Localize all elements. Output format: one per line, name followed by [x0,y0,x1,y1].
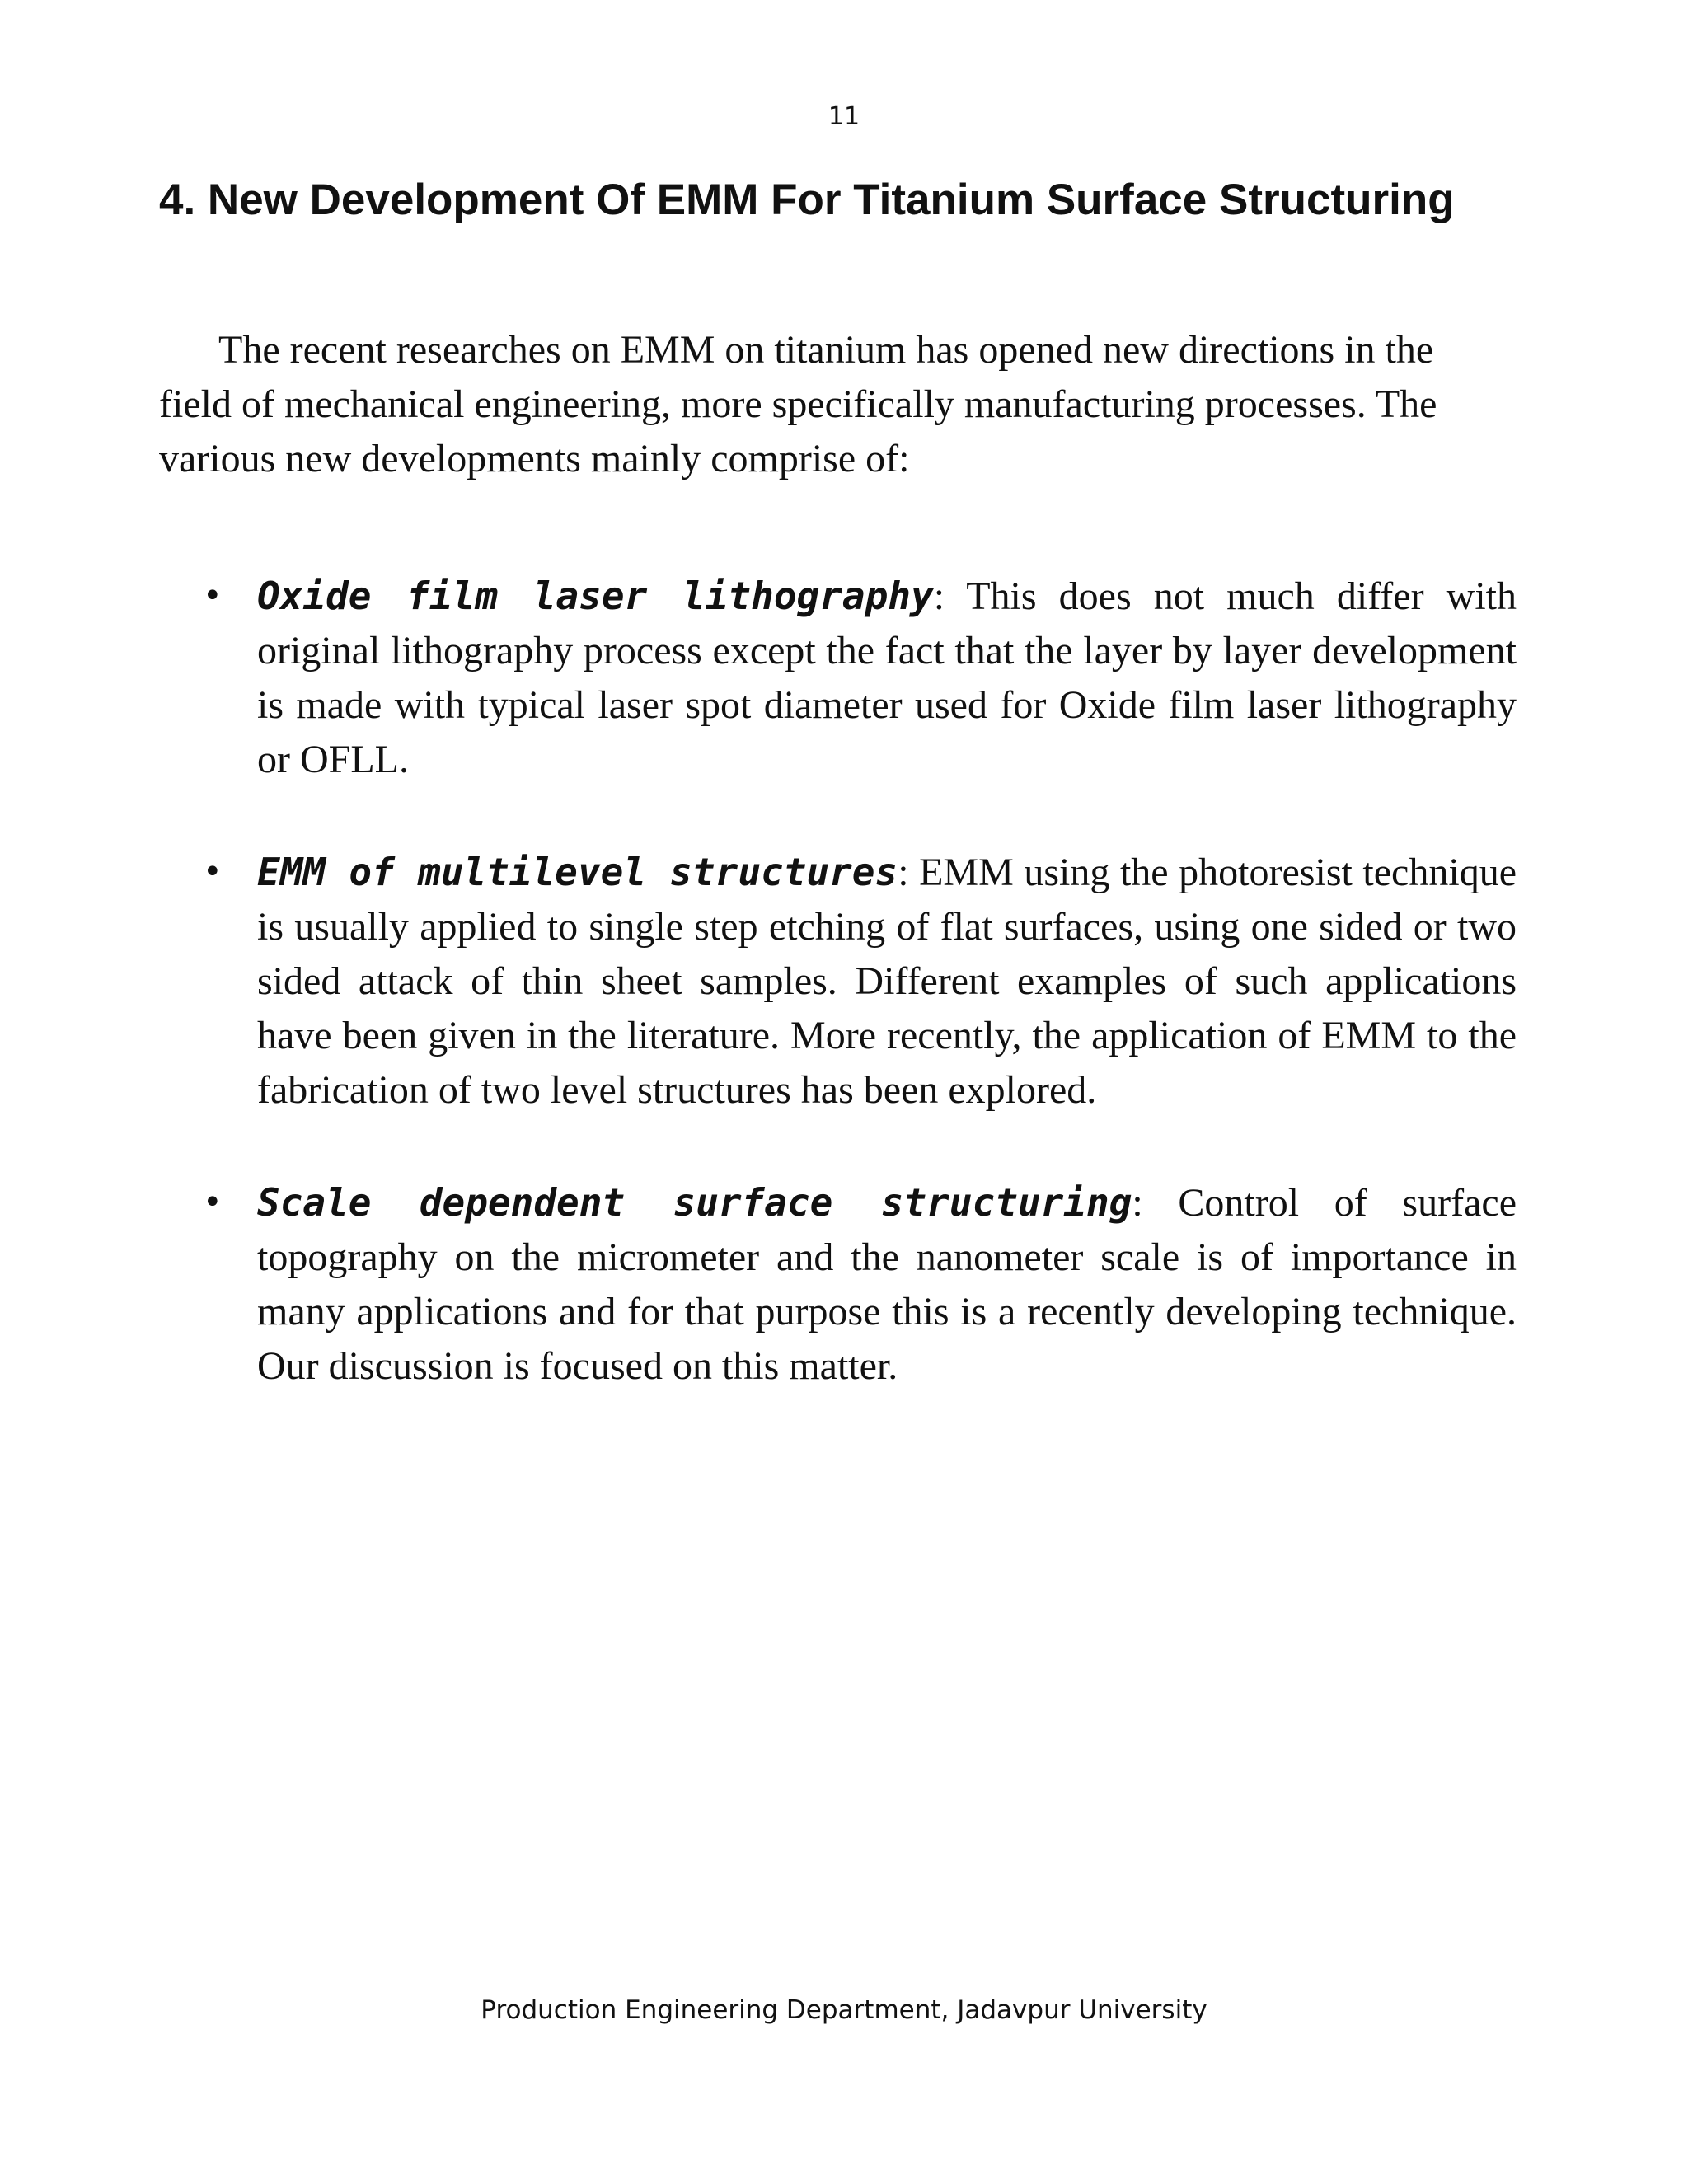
section-heading: 4. New Development Of EMM For Titanium Surface Structuring [159,176,1455,224]
bullet-icon: • [203,1183,223,1221]
page-number: 11 [828,102,860,131]
list-item-term: EMM of multilevel structures [257,850,898,894]
list-item-oxide-film [159,569,1517,787]
bullet-icon: • [203,853,223,891]
list-item-scale-dependent [159,1175,1517,1394]
list-item-term: Oxide film laser lithography [257,574,934,618]
list-item-text: : EMM using the photoresist technique is usually applied to single step etching of flat surfaces, using one sided or two sided attack of thin sheet samples. Different examples of such applications have been given in the literature. More recently, the application of EMM to the fabrication of two level structures has been explored. [257,851,1517,1112]
intro-paragraph: The recent researches on EMM on titanium has opened new directions in the field of mechanical engineering, more specifically manufacturing processes. The various new developments mainly comprise of: [159,328,1437,480]
page-footer: Production Engineering Department, Jadavpur University [481,1995,1207,2025]
list-item-multilevel [159,845,1517,1118]
list-item-text: : This does not much differ with original lithography process except the fact that the layer by layer development is made with typical laser spot diameter used for Oxide film laser lithography or OFLL. [257,574,1517,781]
development-list [159,569,1517,1451]
bullet-icon: • [203,577,223,615]
list-item-text: : Control of surface topography on the micrometer and the nanometer scale is of importance in many applications and for that purpose this is a recently developing technique. Our discussion is focused on this matter. [257,1181,1517,1388]
list-item-term: Scale dependent surface structuring [257,1180,1132,1225]
